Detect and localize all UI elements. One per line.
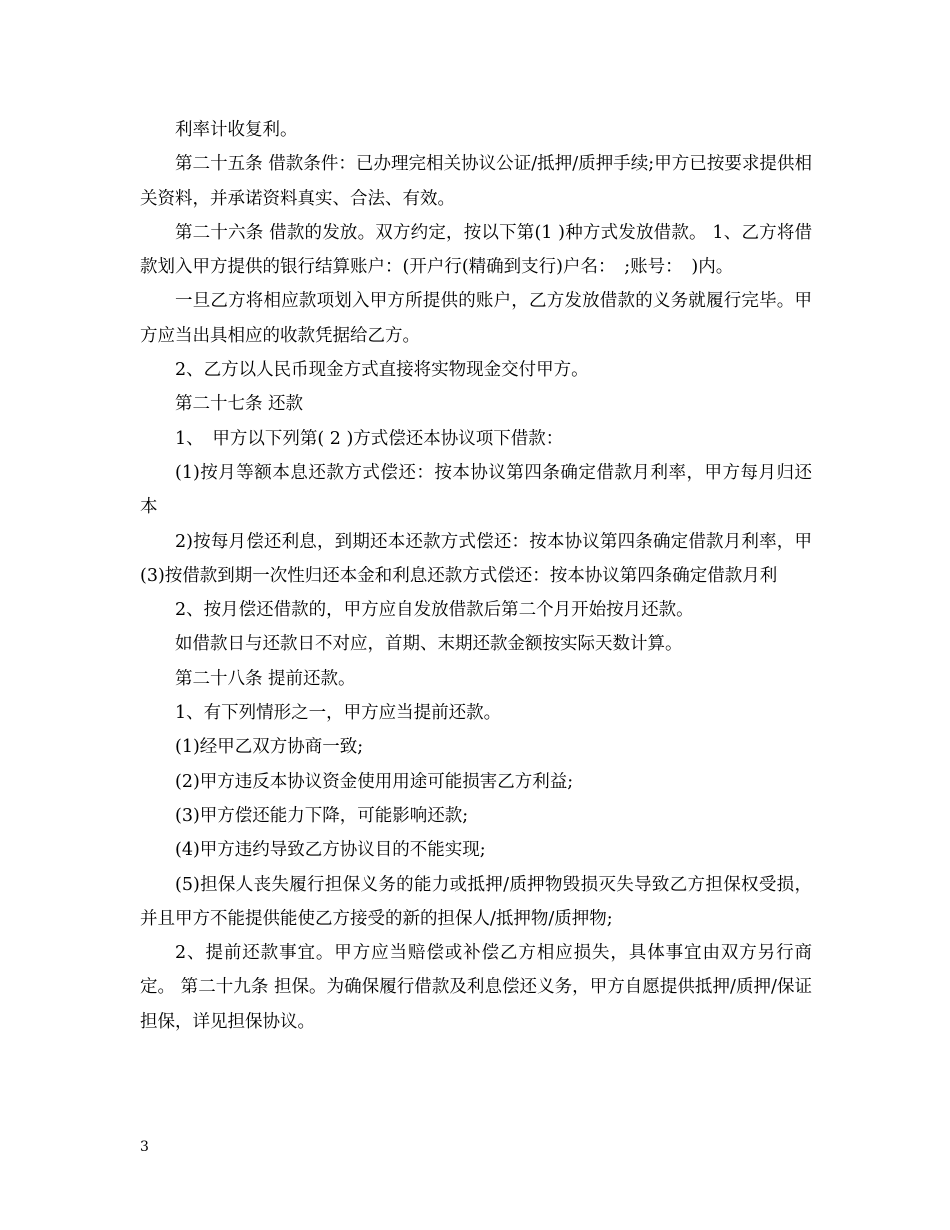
paragraph: 1、 甲方以下列第( 2 )方式偿还本协议项下借款：: [175, 428, 564, 449]
paragraph: 2、按月偿还借款的，甲方应自发放借款后第二个月开始按月还款。: [175, 600, 694, 621]
document-body: [140, 113, 812, 1039]
paragraph: 第二十七条 还款: [175, 394, 304, 415]
paragraph: 2、乙方以人民币现金方式直接将实物现金交付甲方。: [175, 360, 589, 381]
paragraph: 1、有下列情形之一，甲方应当提前还款。: [175, 703, 502, 724]
paragraph: 第二十八条 提前还款。: [175, 668, 356, 689]
paragraph: 利率计收复利。: [175, 120, 298, 140]
paragraph: 第二十五条 借款条件：已办理完相关协议公证/抵押/质押手续;甲方已按要求提供相关资料，并承诺资料真实、合法、有效。: [140, 154, 812, 209]
paragraph: 第二十六条 借款的发放。双方约定，按以下第(1 )种方式发放借款。 1、乙方将借款划入甲方提供的银行结算账户：(开户行(精确到支行)户名： ;账号： )内。: [140, 222, 812, 278]
page-number: 3: [140, 1139, 149, 1155]
paragraph: 如借款日与还款日不对应，首期、末期还款金额按实际天数计算。: [175, 634, 683, 655]
paragraph: (1)经甲乙双方协商一致;: [175, 737, 364, 758]
paragraph: 一旦乙方将相应款项划入甲方所提供的账户，乙方发放借款的义务就履行完毕。甲方应当出具相应的收款凭据给乙方。: [140, 291, 812, 346]
paragraph: 2)按每月偿还利息，到期还本还款方式偿还：按本协议第四条确定借款月利率，甲(3)按借款到期一次性归还本金和利息还款方式偿还：按本协议第四条确定借款月利: [140, 531, 812, 586]
paragraph: (3)甲方偿还能力下降，可能影响还款;: [175, 805, 469, 826]
paragraph: (4)甲方违约导致乙方协议目的不能实现;: [175, 840, 486, 861]
paragraph: (2)甲方违反本协议资金使用用途可能损害乙方利益;: [175, 771, 574, 792]
paragraph: (5)担保人丧失履行担保义务的能力或抵押/质押物毁损灭失导致乙方担保权受损，并且甲方不能提供能使乙方接受的新的担保人/抵押物/质押物;: [140, 874, 812, 929]
paragraph: (1)按月等额本息还款方式偿还：按本协议第四条确定借款月利率，甲方每月归还本: [140, 462, 812, 518]
paragraph: 2、提前还款事宜。甲方应当赔偿或补偿乙方相应损失，具体事宜由双方另行商定。 第二十九条 担保。为确保履行借款及利息偿还义务，甲方自愿提供抵押/质押/保证担保，详见担保协议。: [140, 943, 812, 1032]
